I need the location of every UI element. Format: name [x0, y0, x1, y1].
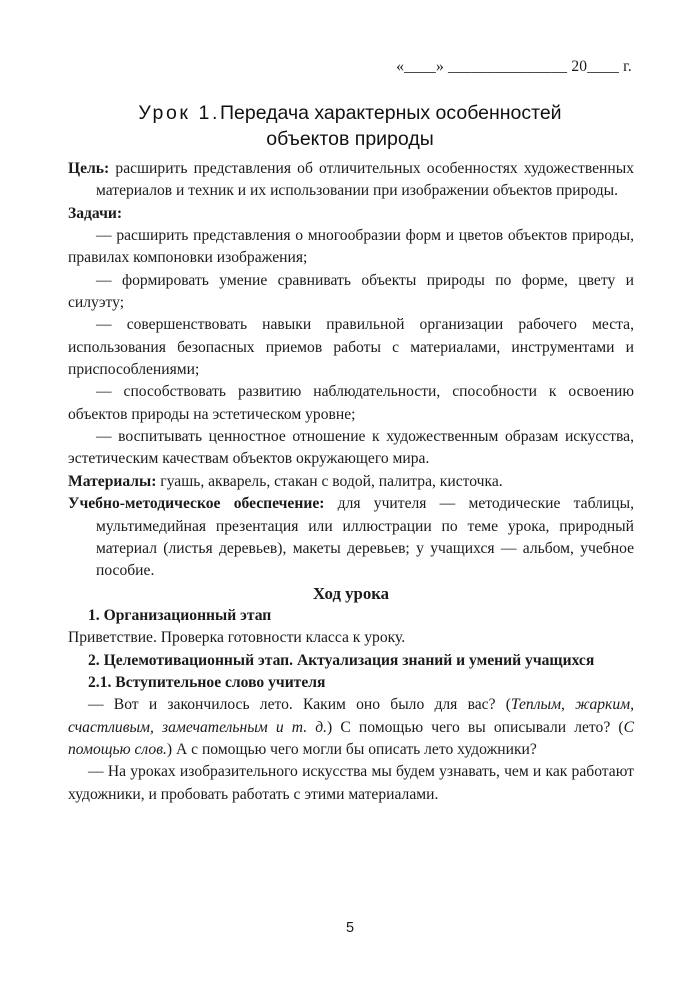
goal-label: Цель: [68, 160, 110, 177]
stage-2-1-heading: 2.1. Вступительное слово учителя [88, 673, 326, 691]
materials-text: гуашь, акварель, стакан с водой, палитра, кисточка. [156, 472, 503, 490]
dialogue-text-3: ) А с помощью чего могли бы описать лето художники? [166, 740, 537, 758]
support-text: для учителя — методические таблицы, мультимедийная презентация или иллюстрации по теме урока, природный материал (листья деревьев), макеты деревьев; у учащихся — альбом, учебное пособие. [96, 495, 634, 580]
page-number: 5 [345, 920, 355, 936]
lesson-number-label: Урок 1. [138, 102, 221, 124]
header-date-line: «____» _______________ 20____ г. [396, 58, 632, 75]
stage-1-heading: 1. Организационный этап [88, 606, 272, 624]
stage-1-body: Приветствие. Проверка готовности класса к уроку. [68, 629, 406, 647]
dialogue-text-2: ) С помощью чего вы описывали лето? ( [327, 718, 624, 736]
support-label: Учебно-методическое обеспечение: [68, 495, 325, 513]
stage-2-heading: 2. Целемотивационный этап. Актуализация знаний и умений учащихся [88, 651, 595, 669]
materials-label: Материалы: [68, 472, 157, 490]
lesson-flow-heading: Ход урока [312, 583, 390, 603]
page-title [68, 100, 632, 152]
stage-2-1-paragraph-1 [68, 694, 634, 761]
task-item: — воспитывать ценностное отношение к художественным образам искусства, эстетическим качествам объектов окружающего мира. [68, 428, 634, 468]
stage-2-1-paragraph-2: — На уроках изобразительного искусства мы будем узнавать, чем и как работают художники, и пробовать работать с этими материалами. [68, 763, 634, 803]
task-item: — формировать умение сравнивать объекты природы по форме, цвету и силуэту; [68, 271, 634, 312]
lesson-title-line1: Передача характерных особенностей [220, 102, 562, 124]
goal-paragraph [68, 158, 634, 203]
tasks-label-paragraph [68, 203, 634, 225]
dialogue-text-1: — Вот и закончилось лето. Каким оно было для вас? ( [88, 696, 511, 714]
materials-paragraph [68, 471, 634, 493]
support-paragraph [68, 493, 634, 582]
document-body [68, 158, 634, 806]
lesson-title-line2: объектов природы [266, 128, 434, 150]
dialogue-italic-1: Теплым, жарким, счастливым, замечательным и т. д. [68, 696, 634, 736]
task-item: — способствовать развитию наблюдательности, способности к освоению объектов природы на эстетическом уровне; [68, 383, 634, 423]
task-item: — совершенствовать навыки правильной организации рабочего места, использования безопасных приемов работы с материалами, инструментами и приспособлениями; [68, 316, 634, 379]
dialogue-italic-2: С помощью слов. [68, 718, 634, 758]
task-item: — расширить представления о многообразии форм и цветов объектов природы, правилах компоновки изображения; [68, 227, 634, 267]
goal-text: расширить представления об отличительных особенностях художественных материалов и техник и их использовании при изображении объектов природы. [96, 160, 634, 200]
tasks-label: Задачи: [68, 204, 123, 222]
